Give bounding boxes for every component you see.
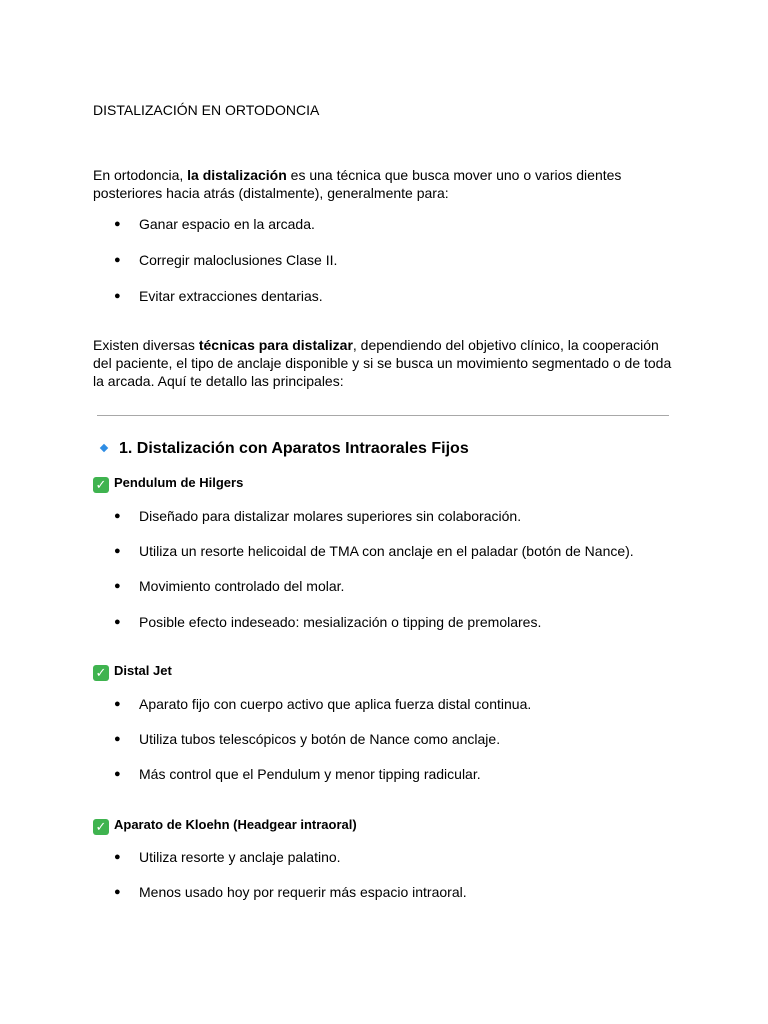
list-item: ● Utiliza un resorte helicoidal de TMA con anclaje en el paladar (botón de Nance). — [93, 542, 678, 560]
document-title: DISTALIZACIÓN EN ORTODONCIA — [93, 102, 320, 118]
device-items-list — [93, 507, 678, 631]
list-item: ● Ganar espacio en la arcada. — [93, 215, 678, 233]
list-item: ● Aparato fijo con cuerpo activo que aplica fuerza distal continua. — [93, 695, 678, 713]
intro-text-post: es una técnica que busca mover uno o varios dientes posteriores hacia atrás (distalmente), generalmente para: — [93, 167, 622, 201]
device-heading-text: Distal Jet — [114, 663, 172, 678]
check-mark-icon: ✓ — [93, 819, 109, 835]
list-item: ● Utiliza resorte y anclaje palatino. — [93, 848, 678, 866]
blue-diamond-icon — [100, 444, 108, 452]
list-item: ● Más control que el Pendulum y menor tipping radicular. — [93, 765, 678, 783]
techniques-text-bold: técnicas para distalizar — [198, 337, 353, 353]
list-item: ● Movimiento controlado del molar. — [93, 577, 678, 595]
section-heading — [93, 438, 469, 460]
goals-list — [93, 215, 678, 305]
device-items-list — [93, 848, 678, 901]
techniques-text-pre: Existen diversas — [93, 337, 199, 353]
techniques-intro-paragraph — [93, 336, 678, 390]
horizontal-divider — [97, 415, 669, 416]
intro-paragraph — [93, 166, 678, 202]
list-item: ● Menos usado hoy por requerir más espacio intraoral. — [93, 883, 678, 901]
list-item: ● Posible efecto indeseado: mesialización o tipping de premolares. — [93, 613, 678, 631]
device-items-list — [93, 695, 678, 783]
check-mark-icon: ✓ — [93, 477, 109, 493]
device-heading-text: Pendulum de Hilgers — [114, 475, 244, 490]
device-heading-text: Aparato de Kloehn (Headgear intraoral) — [114, 817, 357, 832]
device-heading — [93, 661, 172, 681]
intro-text-bold: la distalización — [187, 167, 287, 183]
device-heading — [93, 473, 243, 493]
list-item: ● Diseñado para distalizar molares superiores sin colaboración. — [93, 507, 678, 525]
list-item: ● Evitar extracciones dentarias. — [93, 287, 678, 305]
intro-text-pre: En ortodoncia, — [93, 167, 188, 183]
techniques-text-post: , dependiendo del objetivo clínico, la cooperación del paciente, el tipo de anclaje disponible y si se busca un movimiento segmentado o de toda la arcada. Aquí te detallo las principales: — [93, 337, 672, 389]
list-item: ● Corregir maloclusiones Clase II. — [93, 251, 678, 269]
section-heading-text: 1. Distalización con Aparatos Intraorales Fijos — [119, 440, 469, 457]
list-item: ● Utiliza tubos telescópicos y botón de Nance como anclaje. — [93, 730, 678, 748]
device-heading — [93, 815, 357, 835]
check-mark-icon: ✓ — [93, 665, 109, 681]
